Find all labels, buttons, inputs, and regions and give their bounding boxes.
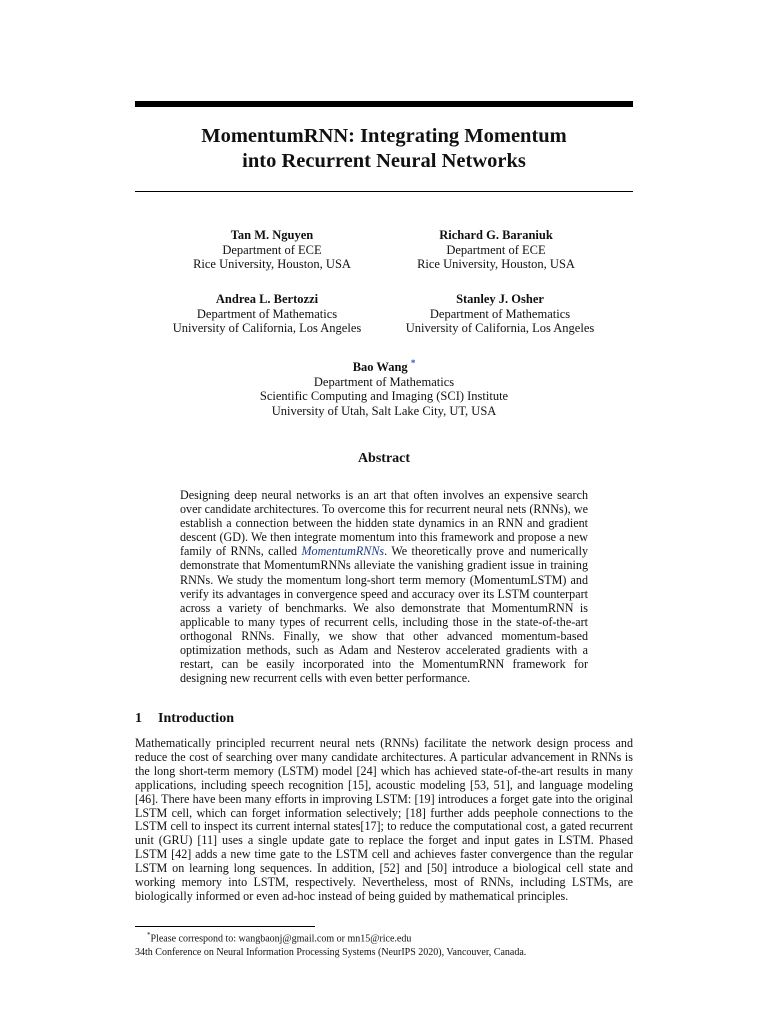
author-department: Department of ECE (446, 242, 546, 257)
conference-note: 34th Conference on Neural Information Processing Systems (NeurIPS 2020), Vancouver, Canada. (135, 947, 527, 958)
abstract-body (180, 488, 588, 685)
section-title: Introduction (158, 711, 234, 726)
author-department: Department of ECE (222, 242, 322, 257)
author-name: Stanley J. Osher (456, 292, 544, 306)
title-top-rule (135, 101, 633, 107)
author-affiliation: University of California, Los Angeles (172, 321, 362, 335)
author-name: Bao Wang (352, 360, 408, 375)
author-department: Department of Mathematics (429, 306, 571, 321)
footnote-rule (135, 926, 315, 927)
author-affiliation: Scientific Computing and Imaging (SCI) Institute (259, 389, 509, 404)
abstract-text-1: Designing deep neural networks is an art that often involves an expensive search over candidate architectures. To overcome this for recurrent neural nets (RNNs), we establish a connection between the hidden state dynamics in an RNN and gradient descent (GD). We then integrate momentum into this framework and propose a new family of RNNs, called (180, 488, 588, 559)
author-block-wang (234, 356, 534, 418)
abstract-heading: Abstract (357, 451, 411, 466)
footnote (147, 929, 411, 945)
section-number: 1 (135, 711, 142, 726)
author-department: Department of Mathematics (196, 306, 338, 321)
author-affiliation: University of Utah, Salt Lake City, UT, USA (271, 403, 497, 418)
title-bottom-rule (135, 191, 633, 192)
author-block-osher (370, 292, 630, 336)
title-line-1: MomentumRNN: Integrating Momentum (201, 125, 567, 147)
author-affiliation: Rice University, Houston, USA (193, 257, 351, 271)
author-affiliation: University of California, Los Angeles (405, 321, 595, 335)
footnote-marker-link[interactable]: * (410, 358, 416, 368)
author-department: Department of Mathematics (313, 374, 455, 389)
introduction-paragraph: Mathematically principled recurrent neural nets (RNNs) facilitate the network design process and reduce the cost of searching over many candidate architectures. A particular advancement in RNNs is the long short-term memory (LSTM) model [24] which has achieved state-of-the-art results in many applications, including speech recognition [15], acoustic modeling [53, 51], and language modeling [46]. There have been many efforts in improving LSTM: [19] introduces a forget gate into the original LSTM cell, which can forget information selectively; [18] further adds peephole connections to the LSTM cell to inspect its current internal states[17]; to reduce the computational cost, a gated recurrent unit (GRU) [11] uses a single update gate to replace the forget and input gates in LSTM. Phased LSTM [42] adds a new time gate to the LSTM cell and achieves faster convergence than the regular LSTM on learning long sequences. In addition, [52] and [50] introduce a biological cell state and working memory into LSTM, respectively. Nevertheless, most of RNNs, including LSTMs, are biologically informed or even ad-hoc instead of being guided by mathematical principles. (135, 736, 633, 903)
author-name: Tan M. Nguyen (230, 228, 314, 242)
footnote-marker: * (147, 931, 151, 939)
title-line-2: into Recurrent Neural Networks (242, 150, 526, 172)
author-block-bertozzi (137, 292, 397, 336)
author-block-baraniuk (366, 228, 626, 272)
paper-title (135, 124, 633, 174)
abstract-emphasis: MomentumRNNs (301, 544, 385, 559)
section-heading (135, 711, 234, 727)
author-affiliation: Rice University, Houston, USA (417, 257, 575, 271)
footnote-text: Please correspond to: wangbaonj@gmail.com or mn15@rice.edu (150, 933, 412, 945)
author-name: Richard G. Baraniuk (439, 228, 553, 242)
author-name-line (234, 356, 534, 375)
abstract-text-2: . We theoretically prove and numerically demonstrate that MomentumRNNs alleviate the vanishing gradient issue in training RNNs. We study the momentum long-short term memory (MomentumLSTM) and verify its advantages in convergence speed and accuracy over its LSTM counterpart across a variety of benchmarks. We also demonstrate that MomentumRNN is applicable to many types of recurrent cells, including those in the state-of-the-art orthogonal RNNs. Finally, we show that other advanced momentum-based optimization methods, such as Adam and Nesterov accelerated gradients with a restart, can be easily incorporated into the MomentumRNN framework for designing new recurrent cells with even better performance. (180, 544, 588, 686)
author-block-nguyen (142, 228, 402, 272)
author-name: Andrea L. Bertozzi (215, 292, 319, 306)
